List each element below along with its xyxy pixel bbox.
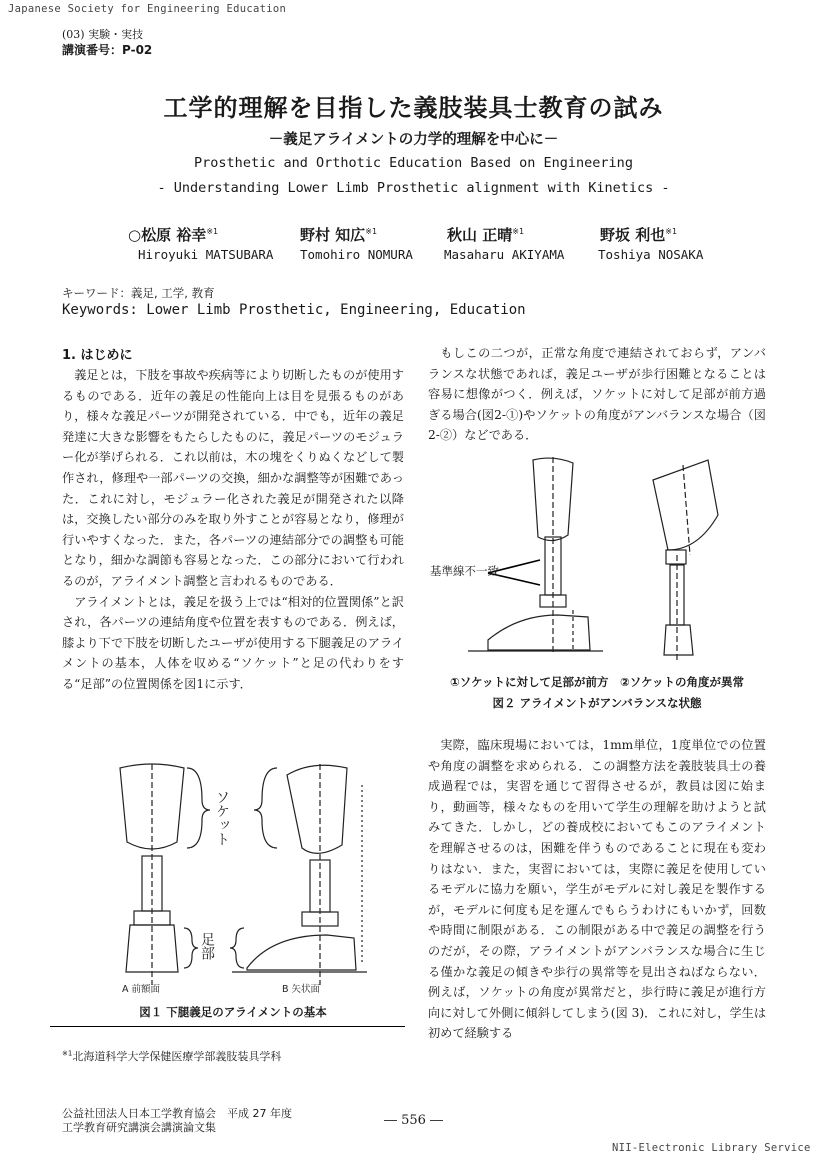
- right-column-body-top: [428, 343, 766, 446]
- journal-header: Japanese Society for Engineering Education: [8, 3, 287, 15]
- view-label-b: B 矢状面: [282, 984, 321, 995]
- author-name-jp: 秋山 正晴$^{※1}$: [447, 226, 525, 244]
- keywords-en: Keywords: Lower Limb Prosthetic, Engineering, Education: [62, 302, 526, 318]
- paragraph: アライメントとは，義足を扱う上では“相対的位置関係”と訳され，各パーツの連結角度や位置を表すものである．例えば，膝より下で下肢を切断したユーザが使用する下腿義足のアライメントの基本，人体を収める“ソケット”と足の代わりをする“足部”の位置関係を図1に示す．: [62, 594, 404, 691]
- talk-number: 講演番号：P-02: [62, 43, 153, 57]
- svg-text:ソケット: ソケット: [214, 790, 230, 846]
- foot-label: [199, 932, 215, 960]
- socket-outline: [287, 765, 347, 853]
- view-label-a: A 前額面: [122, 984, 161, 995]
- author-name-jp: 野坂 利也$^{※1}$: [600, 226, 678, 244]
- keywords-jp: キーワード：義足, 工学, 教育: [62, 286, 215, 300]
- right-column-body-bottom: [428, 735, 766, 1044]
- figure-2-drawing: [428, 455, 766, 670]
- figure-2-subcaption: ①ソケットに対して足部が前方 ②ソケットの角度が異常: [449, 675, 745, 689]
- foot-outline: [488, 615, 590, 650]
- fig2-annotation: 基準線不一致: [430, 564, 499, 578]
- paragraph: 実際，臨床現場においては，1mm単位，1度単位での位置や角度の調整を求められる．この調整方法を義肢装具士の養成過程では，実習を通じて習得させるが，教員は図に始まり，動画等，様々なものを用いて学生の理解を助けようと試みてきた．しかし，どの養成校においてもこのアライメントを理解させるのは，困難を伴うものであることに現在も変わりはない．また，実習においては，実際に義足を使用しているモデルに協力を願い，学生がモデルに対し義足を製作するが，モデルに何度も足を運んでもらうわけにもいかず，回数や時間に制限がある．この制限がある中で義足の調整を行うのだが，その際，アライメントがアンバランスな場合に生じる僅かな義足の傾きや歩行の異常等を見出さねばならない．例えば，ソケットの角度が異常だと，歩行時に義足が進行方向に対して外側に傾斜してしまう(図 3)．これに対し，学生は初めて経験する: [428, 738, 767, 1041]
- nii-footer: NII-Electronic Library Service: [612, 1142, 811, 1154]
- footnote: $^{※1}$北海道科学大学保健医療学部義肢装具学科: [62, 1049, 282, 1063]
- author-name-jp: ○松原 裕幸$^{※1}$: [128, 226, 219, 244]
- paragraph: 義足とは，下肢を事故や疾病等により切断したものが使用するものである．近年の義足の性能向上は目を見張るものがあり，様々な義足パーツが開発されている．中でも，近年の義足発達に大きな影響をもたらしたものに，義足パーツのモジュラー化が挙げられる．これ以前は，木の塊をくりぬくなどして製作され，修理や一部パーツの交換，細かな調整等が困難であった．これに対し，モジュラー化された義足が開発された以降は，交換したい部分のみを取り外すことが容易となり，修理が行いやすくなった．また，各パーツの連結部分での調整も可能となり，細かな調節も容易となった．この部分において行われるのが，アライメント調整と言われるものである．: [62, 368, 404, 588]
- author-name-en: Tomohiro NOMURA: [300, 247, 413, 262]
- english-subtitle: - Understanding Lower Limb Prosthetic alignment with Kinetics -: [157, 180, 670, 196]
- figure-1-drawing: [62, 760, 404, 998]
- svg-text:足部: 足部: [199, 932, 215, 960]
- section-heading: 1. はじめに: [62, 348, 133, 363]
- author-name-en: Toshiya NOSAKA: [598, 247, 704, 262]
- page-number: ― 556 ―: [383, 1113, 444, 1128]
- socket-outline: [653, 460, 718, 550]
- left-column-body: [62, 365, 404, 695]
- footnote-divider: [50, 1026, 405, 1027]
- socket-bracket: [187, 768, 210, 848]
- socket-label: [214, 790, 230, 846]
- footer-organization: 公益社団法人日本工学教育協会 平成 27 年度 工学教育研究講演会講演論文集: [62, 1107, 292, 1134]
- figure-1-caption: 図１ 下腿義足のアライメントの基本: [139, 1005, 327, 1019]
- paper-title: 工学的理解を目指した義肢装具士教育の試み: [163, 94, 664, 122]
- author-name-jp: 野村 知広$^{※1}$: [300, 226, 378, 244]
- paragraph: もしこの二つが，正常な角度で連結されておらず，アンバランスな状態であれば，義足ユーザが歩行困難となることは容易に想像がつく．例えば，ソケットに対して足部が前方過ぎる場合(図2-①)やソケットの角度がアンバランスな場合（図2-②）などである．: [428, 346, 766, 443]
- session-label: (03) 実験・実技: [62, 28, 144, 41]
- english-title: Prosthetic and Orthotic Education Based on Engineering: [194, 155, 633, 171]
- author-name-en: Masaharu AKIYAMA: [444, 247, 565, 262]
- author-name-en: Hiroyuki MATSUBARA: [138, 247, 274, 262]
- foot-outline: [247, 935, 356, 970]
- paper-subtitle: －義足アライメントの力学的理解を中心に－: [268, 132, 559, 148]
- figure-2-caption: 図２ アライメントがアンバランスな状態: [492, 696, 702, 710]
